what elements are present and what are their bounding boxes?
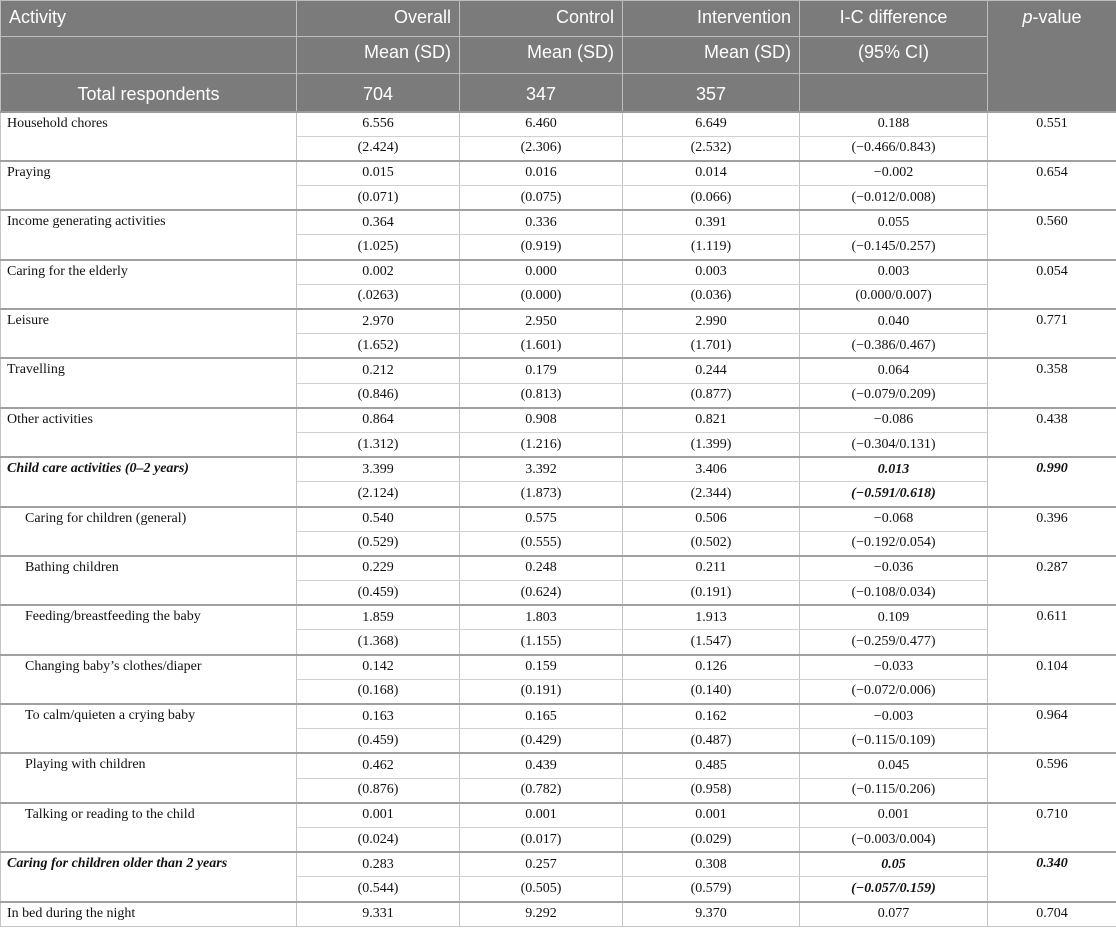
activity-label: To calm/quieten a crying baby xyxy=(1,704,297,753)
activity-label: Bathing children xyxy=(1,556,297,605)
overall-sd: (0.846) xyxy=(297,383,460,408)
overall-sd: (2.424) xyxy=(297,136,460,161)
control-sd: (0.000) xyxy=(460,284,623,309)
overall-mean: 0.015 xyxy=(297,161,460,186)
table-row xyxy=(1,704,1116,729)
overall-sd: (0.168) xyxy=(297,679,460,704)
activity-label: Travelling xyxy=(1,358,297,407)
difference-ci: (−0.003/0.004) xyxy=(800,827,988,852)
activity-label: Leisure xyxy=(1,309,297,358)
overall-sd: (1.652) xyxy=(297,334,460,359)
intervention-sd: (0.191) xyxy=(623,581,800,606)
table-row xyxy=(1,210,1116,235)
difference-ci: (−0.072/0.006) xyxy=(800,679,988,704)
p-value: 0.396 xyxy=(988,507,1116,556)
header-p-suffix: -value xyxy=(1032,7,1082,27)
intervention-sd: (0.877) xyxy=(623,383,800,408)
intervention-mean: 0.003 xyxy=(623,260,800,285)
intervention-mean: 0.308 xyxy=(623,852,800,877)
activity-label: Income generating activities xyxy=(1,210,297,259)
p-value: 0.710 xyxy=(988,803,1116,852)
control-mean: 0.159 xyxy=(460,655,623,680)
intervention-sd: (1.119) xyxy=(623,235,800,260)
overall-mean: 3.399 xyxy=(297,457,460,482)
control-sd: (0.624) xyxy=(460,581,623,606)
difference-ci: (−0.108/0.034) xyxy=(800,581,988,606)
difference-value: 0.001 xyxy=(800,803,988,828)
header-control: Control xyxy=(460,1,623,37)
control-sd: (0.919) xyxy=(460,235,623,260)
table-row xyxy=(1,655,1116,680)
activity-label: Caring for children older than 2 years xyxy=(1,852,297,901)
header-total-overall: 704 xyxy=(297,74,460,112)
overall-sd: (0.544) xyxy=(297,877,460,902)
activity-label: Changing baby’s clothes/diaper xyxy=(1,655,297,704)
table-row xyxy=(1,852,1116,877)
overall-mean: 0.142 xyxy=(297,655,460,680)
difference-ci: (−0.259/0.477) xyxy=(800,630,988,655)
intervention-sd: (2.344) xyxy=(623,482,800,507)
control-sd: (2.306) xyxy=(460,136,623,161)
difference-ci: (−0.591/0.618) xyxy=(800,482,988,507)
control-mean: 0.001 xyxy=(460,803,623,828)
control-mean: 0.439 xyxy=(460,753,623,778)
header-blank xyxy=(1,37,297,74)
overall-sd: (2.124) xyxy=(297,482,460,507)
overall-mean: 1.859 xyxy=(297,605,460,630)
difference-ci: (−0.012/0.008) xyxy=(800,186,988,211)
control-sd: (0.555) xyxy=(460,531,623,556)
control-mean: 3.392 xyxy=(460,457,623,482)
activity-label: Playing with children xyxy=(1,753,297,802)
control-sd: (0.782) xyxy=(460,778,623,803)
control-mean: 0.179 xyxy=(460,358,623,383)
header-intervention: Intervention xyxy=(623,1,800,37)
control-sd: (1.601) xyxy=(460,334,623,359)
intervention-mean: 0.001 xyxy=(623,803,800,828)
intervention-mean: 0.014 xyxy=(623,161,800,186)
intervention-mean: 2.990 xyxy=(623,309,800,334)
difference-value: −0.068 xyxy=(800,507,988,532)
intervention-sd: (0.066) xyxy=(623,186,800,211)
p-value: 0.054 xyxy=(988,260,1116,309)
overall-mean: 0.283 xyxy=(297,852,460,877)
overall-sd: (.0263) xyxy=(297,284,460,309)
activity-label: Feeding/breastfeeding the baby xyxy=(1,605,297,654)
table-body xyxy=(1,112,1116,927)
intervention-sd: (1.399) xyxy=(623,432,800,457)
header-intervention-mean-sd: Mean (SD) xyxy=(623,37,800,74)
intervention-mean: 0.391 xyxy=(623,210,800,235)
control-sd: (0.075) xyxy=(460,186,623,211)
overall-mean: 0.229 xyxy=(297,556,460,581)
p-value: 0.596 xyxy=(988,753,1116,802)
control-sd: (0.191) xyxy=(460,679,623,704)
header-total-intervention: 357 xyxy=(623,74,800,112)
difference-value: 0.05 xyxy=(800,852,988,877)
overall-sd: (1.312) xyxy=(297,432,460,457)
header-control-mean-sd: Mean (SD) xyxy=(460,37,623,74)
intervention-sd: (0.958) xyxy=(623,778,800,803)
difference-ci: (−0.192/0.054) xyxy=(800,531,988,556)
difference-value: −0.086 xyxy=(800,408,988,433)
table-row xyxy=(1,753,1116,778)
header-difference: I-C difference xyxy=(800,1,988,37)
overall-mean: 2.970 xyxy=(297,309,460,334)
header-overall: Overall xyxy=(297,1,460,37)
overall-sd: (0.024) xyxy=(297,827,460,852)
p-value: 0.964 xyxy=(988,704,1116,753)
intervention-mean: 0.821 xyxy=(623,408,800,433)
intervention-sd: (0.140) xyxy=(623,679,800,704)
activity-label: Other activities xyxy=(1,408,297,457)
table-row xyxy=(1,260,1116,285)
intervention-sd: (2.532) xyxy=(623,136,800,161)
control-sd: (0.017) xyxy=(460,827,623,852)
difference-value: 0.055 xyxy=(800,210,988,235)
intervention-sd: (0.502) xyxy=(623,531,800,556)
control-sd: (0.813) xyxy=(460,383,623,408)
table-row xyxy=(1,358,1116,383)
intervention-mean: 6.649 xyxy=(623,112,800,137)
overall-mean: 0.002 xyxy=(297,260,460,285)
activity-label: Caring for the elderly xyxy=(1,260,297,309)
difference-value: 0.077 xyxy=(800,902,988,927)
difference-ci: (−0.466/0.843) xyxy=(800,136,988,161)
intervention-sd: (1.547) xyxy=(623,630,800,655)
difference-value: 0.109 xyxy=(800,605,988,630)
difference-ci: (−0.115/0.109) xyxy=(800,729,988,754)
intervention-sd: (0.579) xyxy=(623,877,800,902)
p-value: 0.611 xyxy=(988,605,1116,654)
overall-mean: 9.331 xyxy=(297,902,460,927)
p-value: 0.438 xyxy=(988,408,1116,457)
difference-value: 0.064 xyxy=(800,358,988,383)
table-row xyxy=(1,457,1116,482)
p-value: 0.990 xyxy=(988,457,1116,506)
control-mean: 1.803 xyxy=(460,605,623,630)
table-row xyxy=(1,605,1116,630)
difference-value: −0.003 xyxy=(800,704,988,729)
intervention-sd: (1.701) xyxy=(623,334,800,359)
difference-ci: (−0.386/0.467) xyxy=(800,334,988,359)
p-value: 0.551 xyxy=(988,112,1116,161)
activity-label: Child care activities (0–2 years) xyxy=(1,457,297,506)
difference-value: 0.045 xyxy=(800,753,988,778)
difference-ci: (−0.079/0.209) xyxy=(800,383,988,408)
difference-ci: (−0.145/0.257) xyxy=(800,235,988,260)
p-value: 0.704 xyxy=(988,902,1116,927)
header-p-letter: p xyxy=(1022,7,1033,27)
control-mean: 0.248 xyxy=(460,556,623,581)
control-mean: 0.016 xyxy=(460,161,623,186)
difference-value: −0.033 xyxy=(800,655,988,680)
activity-label: Praying xyxy=(1,161,297,210)
overall-sd: (0.071) xyxy=(297,186,460,211)
activity-label: Household chores xyxy=(1,112,297,161)
table-row xyxy=(1,902,1116,927)
control-mean: 0.257 xyxy=(460,852,623,877)
overall-sd: (0.529) xyxy=(297,531,460,556)
table-row xyxy=(1,556,1116,581)
intervention-sd: (0.487) xyxy=(623,729,800,754)
control-sd: (1.873) xyxy=(460,482,623,507)
table-row xyxy=(1,161,1116,186)
control-mean: 0.908 xyxy=(460,408,623,433)
difference-ci: (−0.304/0.131) xyxy=(800,432,988,457)
overall-mean: 0.212 xyxy=(297,358,460,383)
intervention-mean: 1.913 xyxy=(623,605,800,630)
table-row xyxy=(1,803,1116,828)
difference-value: −0.002 xyxy=(800,161,988,186)
p-value: 0.287 xyxy=(988,556,1116,605)
header-total-control: 347 xyxy=(460,74,623,112)
intervention-mean: 0.126 xyxy=(623,655,800,680)
header-overall-mean-sd: Mean (SD) xyxy=(297,37,460,74)
overall-mean: 0.864 xyxy=(297,408,460,433)
p-value: 0.104 xyxy=(988,655,1116,704)
header-ci: (95% CI) xyxy=(800,37,988,74)
overall-sd: (0.876) xyxy=(297,778,460,803)
intervention-mean: 9.370 xyxy=(623,902,800,927)
intervention-mean: 3.406 xyxy=(623,457,800,482)
intervention-sd: (0.029) xyxy=(623,827,800,852)
difference-value: 0.040 xyxy=(800,309,988,334)
p-value: 0.340 xyxy=(988,852,1116,901)
intervention-mean: 0.211 xyxy=(623,556,800,581)
overall-mean: 0.462 xyxy=(297,753,460,778)
header-total-label: Total respondents xyxy=(1,74,297,112)
activity-label: Caring for children (general) xyxy=(1,507,297,556)
control-sd: (1.216) xyxy=(460,432,623,457)
p-value: 0.358 xyxy=(988,358,1116,407)
table-row xyxy=(1,507,1116,532)
difference-value: 0.013 xyxy=(800,457,988,482)
control-mean: 2.950 xyxy=(460,309,623,334)
intervention-mean: 0.162 xyxy=(623,704,800,729)
control-sd: (1.155) xyxy=(460,630,623,655)
difference-ci: (−0.057/0.159) xyxy=(800,877,988,902)
header-total-blank xyxy=(800,74,988,112)
activity-label: In bed during the night xyxy=(1,902,297,927)
table-row xyxy=(1,309,1116,334)
control-sd: (0.429) xyxy=(460,729,623,754)
difference-value: 0.188 xyxy=(800,112,988,137)
intervention-sd: (0.036) xyxy=(623,284,800,309)
overall-mean: 0.364 xyxy=(297,210,460,235)
difference-ci: (0.000/0.007) xyxy=(800,284,988,309)
control-mean: 0.000 xyxy=(460,260,623,285)
difference-value: 0.003 xyxy=(800,260,988,285)
control-mean: 0.336 xyxy=(460,210,623,235)
intervention-mean: 0.244 xyxy=(623,358,800,383)
intervention-mean: 0.485 xyxy=(623,753,800,778)
header-activity: Activity xyxy=(1,1,297,37)
intervention-mean: 0.506 xyxy=(623,507,800,532)
header-p-value xyxy=(988,1,1116,112)
difference-value: −0.036 xyxy=(800,556,988,581)
overall-sd: (0.459) xyxy=(297,729,460,754)
control-mean: 0.575 xyxy=(460,507,623,532)
overall-sd: (1.025) xyxy=(297,235,460,260)
control-mean: 9.292 xyxy=(460,902,623,927)
overall-sd: (0.459) xyxy=(297,581,460,606)
control-sd: (0.505) xyxy=(460,877,623,902)
control-mean: 6.460 xyxy=(460,112,623,137)
control-mean: 0.165 xyxy=(460,704,623,729)
overall-mean: 0.540 xyxy=(297,507,460,532)
overall-mean: 0.163 xyxy=(297,704,460,729)
overall-mean: 0.001 xyxy=(297,803,460,828)
p-value: 0.771 xyxy=(988,309,1116,358)
p-value: 0.654 xyxy=(988,161,1116,210)
overall-mean: 6.556 xyxy=(297,112,460,137)
overall-sd: (1.368) xyxy=(297,630,460,655)
difference-ci: (−0.115/0.206) xyxy=(800,778,988,803)
table-row xyxy=(1,112,1116,137)
table-row xyxy=(1,408,1116,433)
activity-label: Talking or reading to the child xyxy=(1,803,297,852)
p-value: 0.560 xyxy=(988,210,1116,259)
